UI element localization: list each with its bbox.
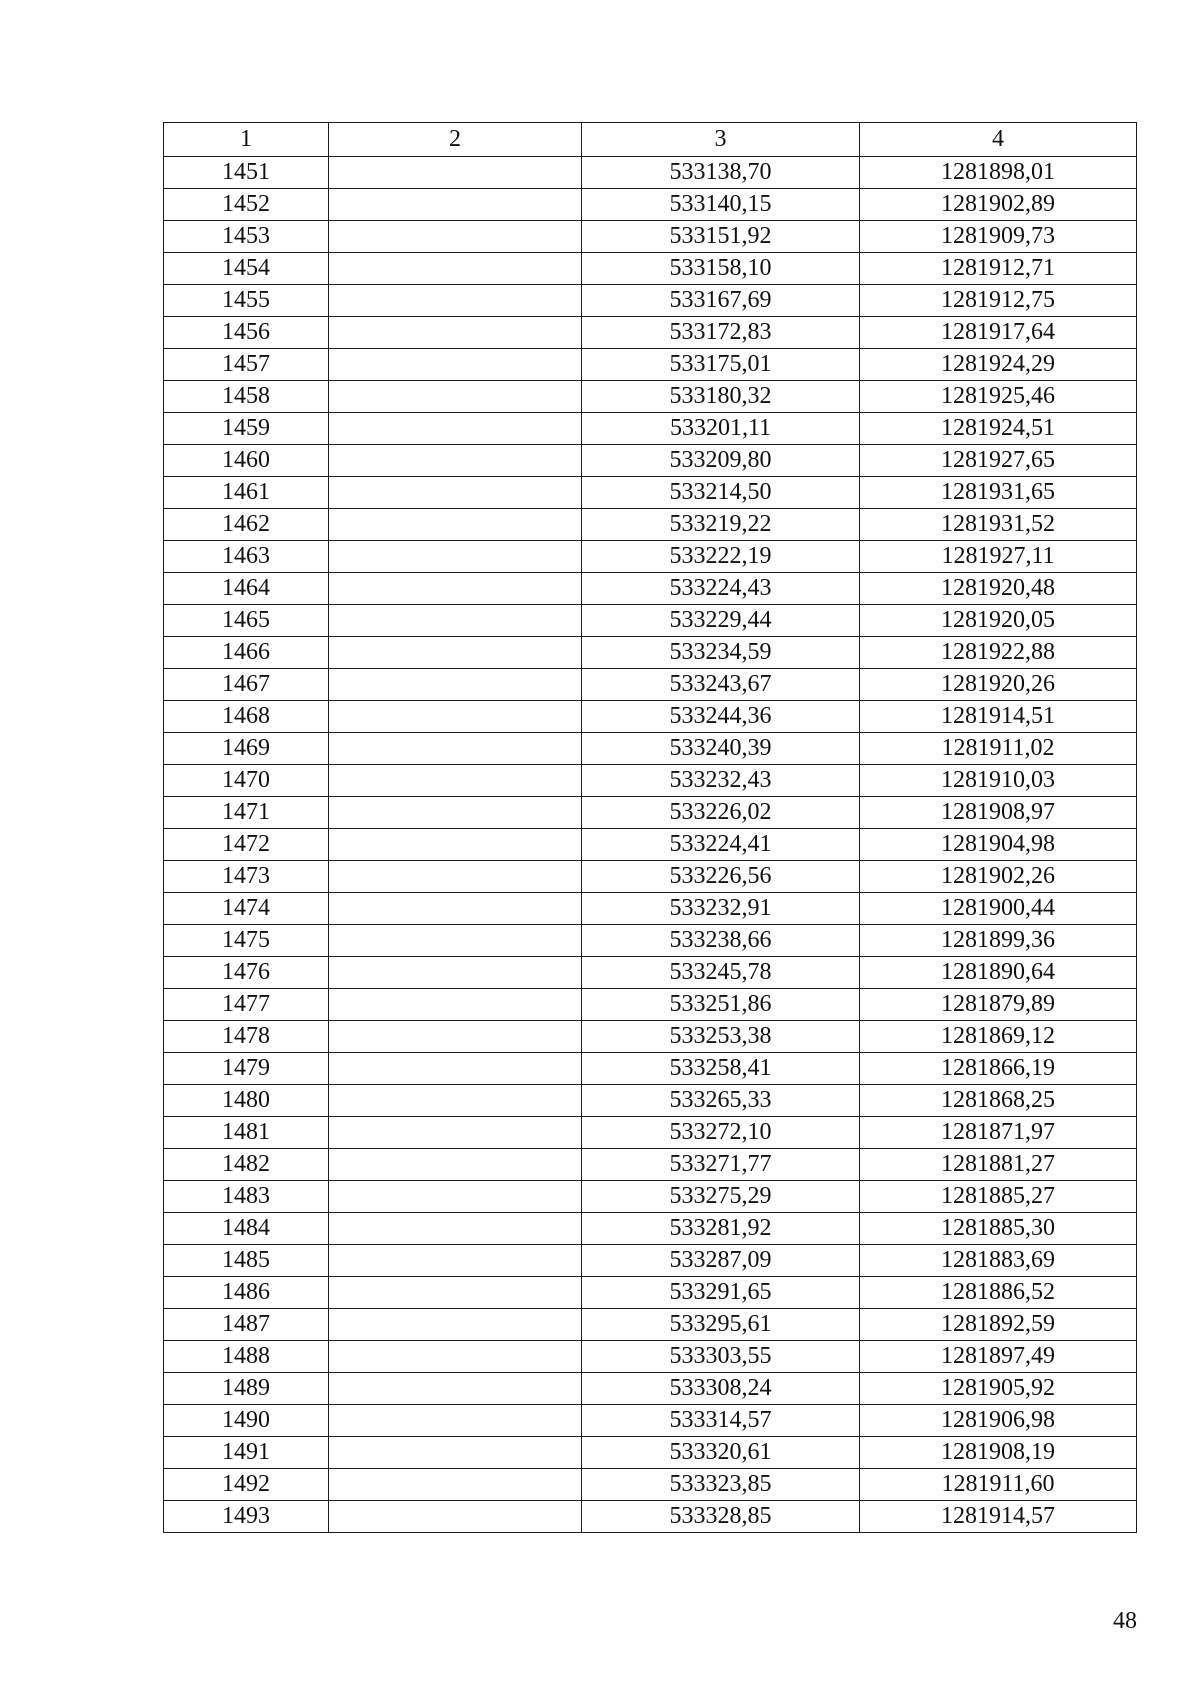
table-row xyxy=(164,605,1137,637)
table-cell-col-4: 1281905,92 xyxy=(860,1373,1137,1405)
table-cell-col-2 xyxy=(329,413,582,445)
table-cell-col-3: 533140,15 xyxy=(582,189,860,221)
table-row xyxy=(164,1437,1137,1469)
table-cell-col-3: 533175,01 xyxy=(582,349,860,381)
table-cell-col-3: 533251,86 xyxy=(582,989,860,1021)
table-cell-col-2 xyxy=(329,765,582,797)
table-cell-col-3: 533328,85 xyxy=(582,1501,860,1533)
table-header xyxy=(164,123,1137,157)
table-row xyxy=(164,381,1137,413)
table-cell-col-1: 1455 xyxy=(164,285,329,317)
table-row xyxy=(164,157,1137,189)
table-cell-col-3: 533138,70 xyxy=(582,157,860,189)
table-cell-col-2 xyxy=(329,989,582,1021)
table-cell-col-3: 533234,59 xyxy=(582,637,860,669)
table-cell-col-4: 1281917,64 xyxy=(860,317,1137,349)
table-cell-col-1: 1473 xyxy=(164,861,329,893)
table-cell-col-3: 533151,92 xyxy=(582,221,860,253)
table-cell-col-3: 533180,32 xyxy=(582,381,860,413)
table-cell-col-3: 533224,41 xyxy=(582,829,860,861)
table-row xyxy=(164,925,1137,957)
table-row xyxy=(164,541,1137,573)
table-row xyxy=(164,637,1137,669)
table-cell-col-1: 1477 xyxy=(164,989,329,1021)
table-row xyxy=(164,1181,1137,1213)
table-row xyxy=(164,1405,1137,1437)
table-cell-col-2 xyxy=(329,509,582,541)
table-cell-col-3: 533226,02 xyxy=(582,797,860,829)
table-cell-col-4: 1281869,12 xyxy=(860,1021,1137,1053)
table-row xyxy=(164,477,1137,509)
table-row xyxy=(164,221,1137,253)
table-cell-col-1: 1454 xyxy=(164,253,329,285)
table-cell-col-2 xyxy=(329,157,582,189)
table-row xyxy=(164,285,1137,317)
table-cell-col-4: 1281899,36 xyxy=(860,925,1137,957)
table-cell-col-1: 1451 xyxy=(164,157,329,189)
table-cell-col-1: 1484 xyxy=(164,1213,329,1245)
table-cell-col-1: 1463 xyxy=(164,541,329,573)
table-cell-col-4: 1281924,29 xyxy=(860,349,1137,381)
table-cell-col-3: 533229,44 xyxy=(582,605,860,637)
table-cell-col-2 xyxy=(329,381,582,413)
table-cell-col-2 xyxy=(329,925,582,957)
table-cell-col-4: 1281922,88 xyxy=(860,637,1137,669)
table-row xyxy=(164,1149,1137,1181)
table-row xyxy=(164,445,1137,477)
table-row xyxy=(164,669,1137,701)
table-cell-col-3: 533303,55 xyxy=(582,1341,860,1373)
table-cell-col-3: 533258,41 xyxy=(582,1053,860,1085)
table-cell-col-2 xyxy=(329,701,582,733)
table-cell-col-4: 1281909,73 xyxy=(860,221,1137,253)
table-cell-col-2 xyxy=(329,1501,582,1533)
table-cell-col-2 xyxy=(329,1373,582,1405)
table-row xyxy=(164,1373,1137,1405)
table-cell-col-3: 533209,80 xyxy=(582,445,860,477)
table-cell-col-4: 1281868,25 xyxy=(860,1085,1137,1117)
table-cell-col-4: 1281890,64 xyxy=(860,957,1137,989)
table-cell-col-1: 1469 xyxy=(164,733,329,765)
header-col-3: 3 xyxy=(582,123,860,157)
page-number: 48 xyxy=(1113,1608,1137,1634)
table-cell-col-3: 533265,33 xyxy=(582,1085,860,1117)
table-cell-col-1: 1483 xyxy=(164,1181,329,1213)
table-cell-col-2 xyxy=(329,253,582,285)
table-row xyxy=(164,1021,1137,1053)
table-row xyxy=(164,1213,1137,1245)
table-cell-col-3: 533226,56 xyxy=(582,861,860,893)
table-cell-col-3: 533323,85 xyxy=(582,1469,860,1501)
table-cell-col-3: 533314,57 xyxy=(582,1405,860,1437)
table-cell-col-4: 1281908,19 xyxy=(860,1437,1137,1469)
table-cell-col-1: 1485 xyxy=(164,1245,329,1277)
table-cell-col-1: 1476 xyxy=(164,957,329,989)
table-cell-col-1: 1493 xyxy=(164,1501,329,1533)
table-cell-col-1: 1480 xyxy=(164,1085,329,1117)
table-cell-col-4: 1281927,11 xyxy=(860,541,1137,573)
table-cell-col-3: 533240,39 xyxy=(582,733,860,765)
table-cell-col-2 xyxy=(329,637,582,669)
table-cell-col-1: 1475 xyxy=(164,925,329,957)
table-cell-col-2 xyxy=(329,445,582,477)
table-row xyxy=(164,1053,1137,1085)
table-cell-col-3: 533291,65 xyxy=(582,1277,860,1309)
table-row xyxy=(164,957,1137,989)
table-cell-col-4: 1281881,27 xyxy=(860,1149,1137,1181)
table-cell-col-4: 1281912,75 xyxy=(860,285,1137,317)
table-row xyxy=(164,509,1137,541)
table-row xyxy=(164,893,1137,925)
table-cell-col-2 xyxy=(329,349,582,381)
table-cell-col-1: 1464 xyxy=(164,573,329,605)
table-cell-col-4: 1281914,51 xyxy=(860,701,1137,733)
table-cell-col-1: 1474 xyxy=(164,893,329,925)
header-col-4: 4 xyxy=(860,123,1137,157)
table-row xyxy=(164,413,1137,445)
table-body xyxy=(164,157,1137,1533)
table-cell-col-4: 1281883,69 xyxy=(860,1245,1137,1277)
table-cell-col-1: 1481 xyxy=(164,1117,329,1149)
table-cell-col-4: 1281902,26 xyxy=(860,861,1137,893)
table-cell-col-3: 533272,10 xyxy=(582,1117,860,1149)
table-cell-col-3: 533238,66 xyxy=(582,925,860,957)
table-cell-col-1: 1458 xyxy=(164,381,329,413)
table-cell-col-4: 1281911,60 xyxy=(860,1469,1137,1501)
table-cell-col-2 xyxy=(329,1277,582,1309)
table-cell-col-3: 533287,09 xyxy=(582,1245,860,1277)
table-row xyxy=(164,1117,1137,1149)
table-cell-col-1: 1471 xyxy=(164,797,329,829)
table-cell-col-4: 1281879,89 xyxy=(860,989,1137,1021)
table-cell-col-3: 533201,11 xyxy=(582,413,860,445)
table-cell-col-1: 1479 xyxy=(164,1053,329,1085)
table-cell-col-4: 1281914,57 xyxy=(860,1501,1137,1533)
table-row xyxy=(164,1501,1137,1533)
table-cell-col-1: 1457 xyxy=(164,349,329,381)
table-row xyxy=(164,1469,1137,1501)
table-cell-col-4: 1281906,98 xyxy=(860,1405,1137,1437)
table-cell-col-4: 1281885,30 xyxy=(860,1213,1137,1245)
table-cell-col-2 xyxy=(329,1245,582,1277)
table-cell-col-4: 1281931,52 xyxy=(860,509,1137,541)
table-cell-col-1: 1465 xyxy=(164,605,329,637)
table-cell-col-1: 1486 xyxy=(164,1277,329,1309)
table-cell-col-2 xyxy=(329,1181,582,1213)
table-cell-col-3: 533253,38 xyxy=(582,1021,860,1053)
table-cell-col-1: 1466 xyxy=(164,637,329,669)
table-cell-col-2 xyxy=(329,861,582,893)
table-cell-col-2 xyxy=(329,957,582,989)
table-row xyxy=(164,1085,1137,1117)
table-cell-col-1: 1468 xyxy=(164,701,329,733)
table-row xyxy=(164,701,1137,733)
table-cell-col-1: 1453 xyxy=(164,221,329,253)
table-cell-col-1: 1470 xyxy=(164,765,329,797)
table-cell-col-3: 533244,36 xyxy=(582,701,860,733)
table-cell-col-1: 1490 xyxy=(164,1405,329,1437)
table-row xyxy=(164,253,1137,285)
table-cell-col-2 xyxy=(329,285,582,317)
table-cell-col-3: 533271,77 xyxy=(582,1149,860,1181)
table-cell-col-1: 1487 xyxy=(164,1309,329,1341)
table-row xyxy=(164,349,1137,381)
table-cell-col-2 xyxy=(329,1117,582,1149)
table-cell-col-1: 1478 xyxy=(164,1021,329,1053)
table-cell-col-2 xyxy=(329,797,582,829)
table-cell-col-1: 1488 xyxy=(164,1341,329,1373)
table-cell-col-4: 1281886,52 xyxy=(860,1277,1137,1309)
table-cell-col-1: 1461 xyxy=(164,477,329,509)
table-cell-col-1: 1482 xyxy=(164,1149,329,1181)
table-cell-col-4: 1281904,98 xyxy=(860,829,1137,861)
table-cell-col-2 xyxy=(329,477,582,509)
table-cell-col-3: 533320,61 xyxy=(582,1437,860,1469)
table-cell-col-3: 533295,61 xyxy=(582,1309,860,1341)
table-cell-col-3: 533243,67 xyxy=(582,669,860,701)
table-cell-col-2 xyxy=(329,541,582,573)
table-row xyxy=(164,189,1137,221)
table-cell-col-1: 1489 xyxy=(164,1373,329,1405)
table-cell-col-3: 533222,19 xyxy=(582,541,860,573)
table-cell-col-4: 1281911,02 xyxy=(860,733,1137,765)
table-row xyxy=(164,861,1137,893)
table-cell-col-2 xyxy=(329,1149,582,1181)
table-cell-col-4: 1281902,89 xyxy=(860,189,1137,221)
table-cell-col-2 xyxy=(329,1213,582,1245)
table-cell-col-1: 1467 xyxy=(164,669,329,701)
table-cell-col-4: 1281866,19 xyxy=(860,1053,1137,1085)
table-cell-col-4: 1281897,49 xyxy=(860,1341,1137,1373)
table-cell-col-4: 1281920,26 xyxy=(860,669,1137,701)
table-cell-col-2 xyxy=(329,1405,582,1437)
table-cell-col-4: 1281908,97 xyxy=(860,797,1137,829)
table-cell-col-3: 533232,43 xyxy=(582,765,860,797)
table-cell-col-2 xyxy=(329,189,582,221)
table-cell-col-2 xyxy=(329,221,582,253)
table-cell-col-4: 1281871,97 xyxy=(860,1117,1137,1149)
table-cell-col-4: 1281924,51 xyxy=(860,413,1137,445)
table-cell-col-4: 1281925,46 xyxy=(860,381,1137,413)
table-cell-col-3: 533167,69 xyxy=(582,285,860,317)
table-cell-col-2 xyxy=(329,829,582,861)
table-cell-col-2 xyxy=(329,1469,582,1501)
table-cell-col-2 xyxy=(329,1053,582,1085)
table-cell-col-2 xyxy=(329,1085,582,1117)
table-cell-col-1: 1492 xyxy=(164,1469,329,1501)
table-cell-col-4: 1281927,65 xyxy=(860,445,1137,477)
table-cell-col-3: 533158,10 xyxy=(582,253,860,285)
table-cell-col-3: 533275,29 xyxy=(582,1181,860,1213)
table-cell-col-4: 1281910,03 xyxy=(860,765,1137,797)
table-cell-col-4: 1281900,44 xyxy=(860,893,1137,925)
table-cell-col-3: 533172,83 xyxy=(582,317,860,349)
table-cell-col-2 xyxy=(329,733,582,765)
header-col-1: 1 xyxy=(164,123,329,157)
table-row xyxy=(164,573,1137,605)
table-cell-col-1: 1460 xyxy=(164,445,329,477)
table-cell-col-3: 533281,92 xyxy=(582,1213,860,1245)
table-cell-col-4: 1281920,48 xyxy=(860,573,1137,605)
table-cell-col-2 xyxy=(329,1341,582,1373)
table-cell-col-2 xyxy=(329,669,582,701)
table-cell-col-2 xyxy=(329,605,582,637)
table-cell-col-4: 1281931,65 xyxy=(860,477,1137,509)
table-cell-col-3: 533224,43 xyxy=(582,573,860,605)
table-row xyxy=(164,829,1137,861)
table-row xyxy=(164,797,1137,829)
coordinates-table xyxy=(163,122,1137,1533)
table-row xyxy=(164,765,1137,797)
table-row xyxy=(164,1309,1137,1341)
table-cell-col-3: 533232,91 xyxy=(582,893,860,925)
table-cell-col-4: 1281892,59 xyxy=(860,1309,1137,1341)
header-row xyxy=(164,123,1137,157)
table-cell-col-2 xyxy=(329,1021,582,1053)
table-row xyxy=(164,1277,1137,1309)
table-cell-col-4: 1281912,71 xyxy=(860,253,1137,285)
table-cell-col-2 xyxy=(329,317,582,349)
table-cell-col-2 xyxy=(329,1437,582,1469)
table-cell-col-2 xyxy=(329,573,582,605)
table-row xyxy=(164,317,1137,349)
table-cell-col-1: 1452 xyxy=(164,189,329,221)
table-cell-col-1: 1462 xyxy=(164,509,329,541)
header-col-2: 2 xyxy=(329,123,582,157)
table-cell-col-4: 1281920,05 xyxy=(860,605,1137,637)
table-row xyxy=(164,733,1137,765)
table-cell-col-2 xyxy=(329,893,582,925)
table-cell-col-3: 533219,22 xyxy=(582,509,860,541)
table-cell-col-1: 1459 xyxy=(164,413,329,445)
table-row xyxy=(164,1245,1137,1277)
table-cell-col-1: 1456 xyxy=(164,317,329,349)
table-cell-col-4: 1281898,01 xyxy=(860,157,1137,189)
table-cell-col-3: 533214,50 xyxy=(582,477,860,509)
table-cell-col-1: 1491 xyxy=(164,1437,329,1469)
table-row xyxy=(164,989,1137,1021)
table-cell-col-3: 533308,24 xyxy=(582,1373,860,1405)
table-cell-col-1: 1472 xyxy=(164,829,329,861)
table-cell-col-4: 1281885,27 xyxy=(860,1181,1137,1213)
table-row xyxy=(164,1341,1137,1373)
table-cell-col-3: 533245,78 xyxy=(582,957,860,989)
table-cell-col-2 xyxy=(329,1309,582,1341)
